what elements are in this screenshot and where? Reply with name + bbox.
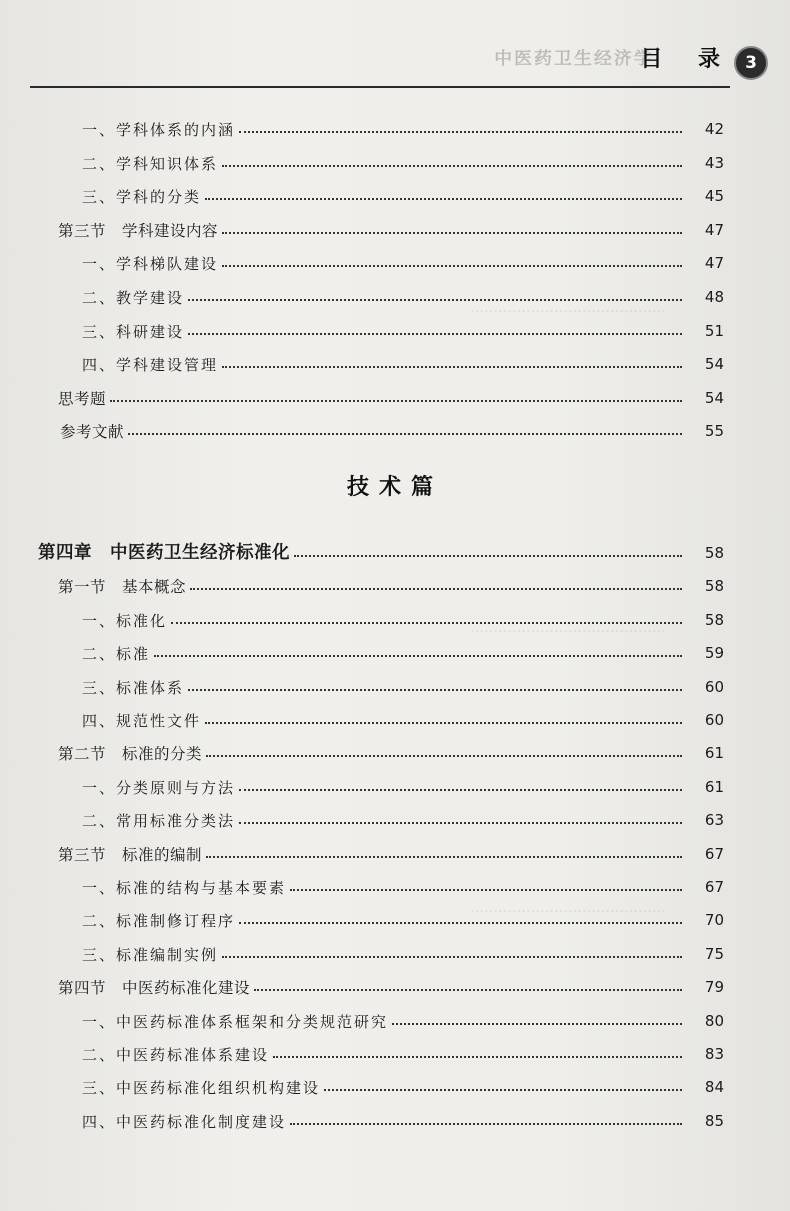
running-section-title: 目 录 — [640, 46, 734, 72]
toc-entry-page: 42 — [704, 120, 724, 138]
page-header — [0, 38, 790, 88]
toc-entry-item — [0, 636, 790, 664]
dot-leader — [324, 1088, 682, 1091]
toc-entry-title: 一、学科梯队建设 — [82, 255, 219, 274]
dot-leader — [205, 721, 682, 724]
toc-entry-title: 二、标准制修订程序 — [82, 912, 236, 931]
toc-entry-page: 51 — [704, 321, 724, 340]
toc-entry-title: 三、学科的分类 — [82, 188, 202, 207]
dot-leader — [188, 332, 682, 335]
toc-entry-item — [0, 112, 790, 140]
toc-entry-title: 一、学科体系的内涵 — [82, 121, 236, 139]
dot-leader — [294, 554, 682, 557]
toc-entry-item — [0, 1070, 790, 1098]
toc-entry-title: 第一节 基本概念 — [58, 578, 187, 597]
dot-leader — [222, 365, 682, 368]
dot-leader — [239, 821, 682, 824]
dot-leader — [392, 1022, 682, 1025]
toc-entry-page: 67 — [704, 844, 724, 863]
toc-entry-page: 54 — [704, 355, 724, 374]
dot-leader — [222, 231, 682, 234]
toc-entry-title: 二、标准 — [82, 645, 151, 664]
toc-entry-page: 60 — [704, 711, 724, 729]
toc-entry-page: 47 — [704, 220, 724, 239]
toc-entry-page: 70 — [704, 911, 724, 930]
dot-leader — [188, 688, 682, 691]
toc-entry-page: 59 — [704, 644, 724, 663]
toc-entry-page: 55 — [704, 422, 724, 441]
toc-entry-references — [0, 414, 790, 442]
toc-entry-title: 一、标准化 — [82, 611, 168, 630]
toc-entry-page: 85 — [704, 1111, 724, 1130]
toc-entry-page: 67 — [704, 878, 724, 896]
toc-entry-title: 二、学科知识体系 — [82, 154, 219, 173]
bleed-through-text: …………………………………… — [470, 900, 666, 916]
dot-leader — [188, 298, 682, 301]
dot-leader — [128, 432, 682, 435]
toc-entry-chapter — [0, 536, 790, 564]
toc-entry-item — [0, 770, 790, 798]
bleed-through-text: …………………………………… — [470, 620, 666, 636]
toc-entry-title: 第四章 中医药卫生经济标准化 — [38, 543, 290, 563]
toc-entry-section — [0, 213, 790, 241]
toc-entry-title: 二、教学建设 — [82, 289, 185, 307]
toc-entry-title: 一、分类原则与方法 — [82, 778, 236, 797]
header-rule — [30, 86, 730, 88]
toc-entry-item — [0, 703, 790, 731]
toc-entry-item — [0, 146, 790, 174]
toc-entry-title: 二、常用标准分类法 — [82, 812, 236, 831]
dot-leader — [222, 955, 682, 958]
toc-entry-title: 第三节 学科建设内容 — [58, 221, 219, 240]
toc-entry-page: 61 — [704, 777, 724, 796]
dot-leader — [290, 1122, 682, 1125]
dot-leader — [239, 921, 682, 924]
part-heading: 技术篇 — [346, 474, 443, 500]
toc-entry-page: 47 — [704, 254, 724, 273]
toc-entry-page: 60 — [704, 677, 724, 696]
dot-leader — [222, 264, 682, 267]
toc-entry-title: 第二节 标准的分类 — [58, 745, 203, 764]
toc-entry-page: 58 — [704, 577, 724, 596]
bleed-through-text: …………………………………… — [470, 300, 666, 316]
toc-entry-page: 58 — [704, 610, 724, 629]
toc-entry-page: 54 — [704, 388, 724, 407]
dot-leader — [290, 888, 682, 891]
dot-leader — [206, 855, 682, 858]
toc-entry-item — [0, 1104, 790, 1132]
dot-leader — [239, 130, 682, 133]
toc-entry-section — [0, 837, 790, 865]
toc-entry-item — [0, 870, 790, 898]
toc-entry-item — [0, 937, 790, 965]
toc-entry-page: 75 — [704, 944, 724, 963]
dot-leader — [171, 621, 682, 624]
toc-entry-item — [0, 670, 790, 698]
toc-entry-page: 45 — [704, 187, 724, 206]
page-number-badge: 3 — [734, 46, 768, 80]
toc-entry-title: 第四节 中医药标准化建设 — [58, 979, 251, 998]
toc-entry-item — [0, 803, 790, 831]
toc-entry-questions — [0, 381, 790, 409]
dot-leader — [190, 587, 682, 590]
toc-entry-page: 58 — [704, 544, 724, 562]
dot-leader — [205, 197, 682, 200]
toc-entry-title: 三、标准编制实例 — [82, 945, 219, 964]
dot-leader — [154, 654, 682, 657]
toc-entry-item — [0, 246, 790, 274]
toc-entry-page: 61 — [704, 744, 724, 763]
toc-entry-section — [0, 569, 790, 597]
toc-entry-item — [0, 903, 790, 931]
dot-leader — [239, 788, 682, 791]
toc-entry-item — [0, 1037, 790, 1065]
toc-entry-section — [0, 970, 790, 998]
toc-entry-item — [0, 280, 790, 308]
toc-entry-page: 43 — [704, 153, 724, 172]
toc-entry-title: 第三节 标准的编制 — [58, 845, 203, 864]
toc-entry-item — [0, 347, 790, 375]
toc-entry-page: 79 — [704, 978, 724, 997]
toc-entry-page: 84 — [704, 1078, 724, 1097]
running-book-title: 中医药卫生经济学 — [494, 49, 654, 69]
dot-leader — [206, 754, 682, 757]
toc-entry-title: 三、中医药标准化组织机构建设 — [82, 1079, 321, 1098]
toc-entry-title: 四、学科建设管理 — [82, 356, 219, 375]
dot-leader — [254, 988, 682, 991]
toc-entry-title: 四、中医药标准化制度建设 — [82, 1112, 287, 1131]
toc-entry-title: 二、中医药标准体系建设 — [82, 1046, 270, 1064]
dot-leader — [110, 399, 682, 402]
toc-entry-title: 四、规范性文件 — [82, 712, 202, 730]
toc-entry-title: 三、科研建设 — [82, 322, 185, 341]
toc-entry-title: 三、标准体系 — [82, 678, 185, 697]
toc-entry-page: 83 — [704, 1045, 724, 1063]
bleed-through-text: …………………………………… — [470, 120, 666, 136]
toc-entry-page: 48 — [704, 288, 724, 306]
toc-entry-title: 一、中医药标准体系框架和分类规范研究 — [82, 1012, 389, 1031]
toc-entry-section — [0, 736, 790, 764]
toc-entry-item — [0, 179, 790, 207]
toc-entry-item — [0, 1004, 790, 1032]
dot-leader — [222, 164, 682, 167]
toc-entry-title: 思考题 — [58, 389, 107, 408]
toc-entry-title: 一、标准的结构与基本要素 — [82, 879, 287, 897]
toc-entry-title: 参考文献 — [60, 423, 125, 442]
dot-leader — [273, 1055, 682, 1058]
toc-entry-item — [0, 603, 790, 631]
toc-entry-item — [0, 314, 790, 342]
toc-entry-page: 63 — [704, 811, 724, 830]
toc-entry-page: 80 — [704, 1011, 724, 1030]
